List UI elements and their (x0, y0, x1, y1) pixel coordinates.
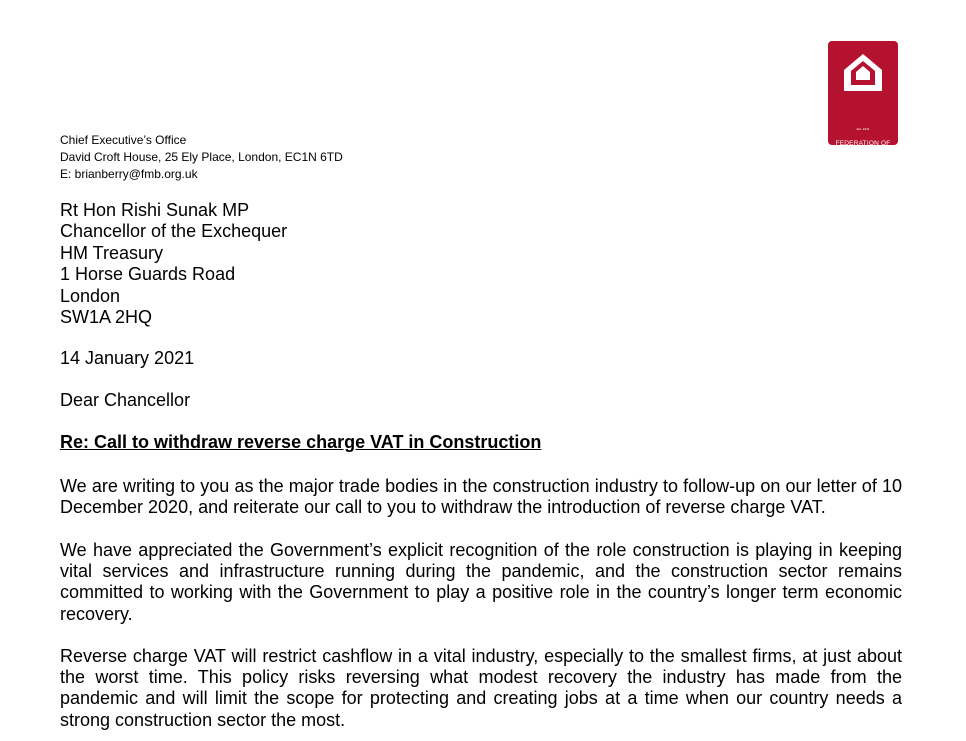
recipient-line: SW1A 2HQ (60, 307, 153, 328)
office-address: David Croft House, 25 Ely Place, London, EC1N 6TD (60, 150, 343, 164)
recipient-line: HM Treasury (60, 242, 164, 263)
paragraph-line: vital services and infrastructure running during the pandemic, and the construction sector remains (60, 561, 902, 582)
paragraph-line: recovery. (60, 603, 133, 624)
house-icon (840, 49, 886, 95)
paragraph (60, 646, 902, 731)
paragraph-line: We are writing to you as the major trade bodies in the construction industry to follow-up on our letter of (60, 476, 882, 496)
paragraph-line: pandemic and will limit the scope for protecting and creating jobs at a time when our country needs a (60, 688, 902, 709)
office-title: Chief Executive’s Office (60, 133, 187, 147)
sender-address (60, 132, 343, 183)
logo-line-federation: FEDERATION OF (835, 140, 891, 147)
recipient-line: 1 Horse Guards Road (60, 264, 236, 285)
paragraph-line: committed to working with the Government to play a positive role in the country’s longer term economic (60, 582, 902, 603)
paragraph (60, 540, 902, 625)
salutation: Dear Chancellor (60, 390, 191, 410)
letter-date: 14 January 2021 (60, 348, 195, 368)
recipient-line: Rt Hon Rishi Sunak MP (60, 200, 250, 220)
office-email: E: brianberry@fmb.org.uk (60, 167, 198, 181)
recipient-line: London (60, 285, 121, 306)
logo-established: Est. 1941 (856, 127, 870, 131)
subject-line: Re: Call to withdraw reverse charge VAT in Construction (60, 432, 542, 452)
paragraph-line: We have appreciated the Government’s explicit recognition of the role construction is playing in keeping (60, 540, 902, 560)
recipient-line: Chancellor of the Exchequer (60, 221, 288, 242)
recipient-address (60, 200, 287, 328)
paragraph-line: the worst time. This policy risks reversing what modest recovery the industry has made from the (60, 667, 902, 688)
logo-line-builders: BUILDERS (833, 161, 893, 173)
logo-line-master: MASTER (838, 149, 888, 161)
paragraph (60, 476, 902, 518)
paragraph-line: 10 December 2020, and reiterate our call to you to withdraw the introduction of reverse charge VAT. (60, 476, 902, 518)
paragraph-line: Reverse charge VAT will restrict cashflow in a vital industry, especially to the smallest firms, at just about (60, 646, 902, 666)
paragraph-line: strong construction sector the most. (60, 709, 346, 730)
fmb-logo (828, 41, 898, 173)
